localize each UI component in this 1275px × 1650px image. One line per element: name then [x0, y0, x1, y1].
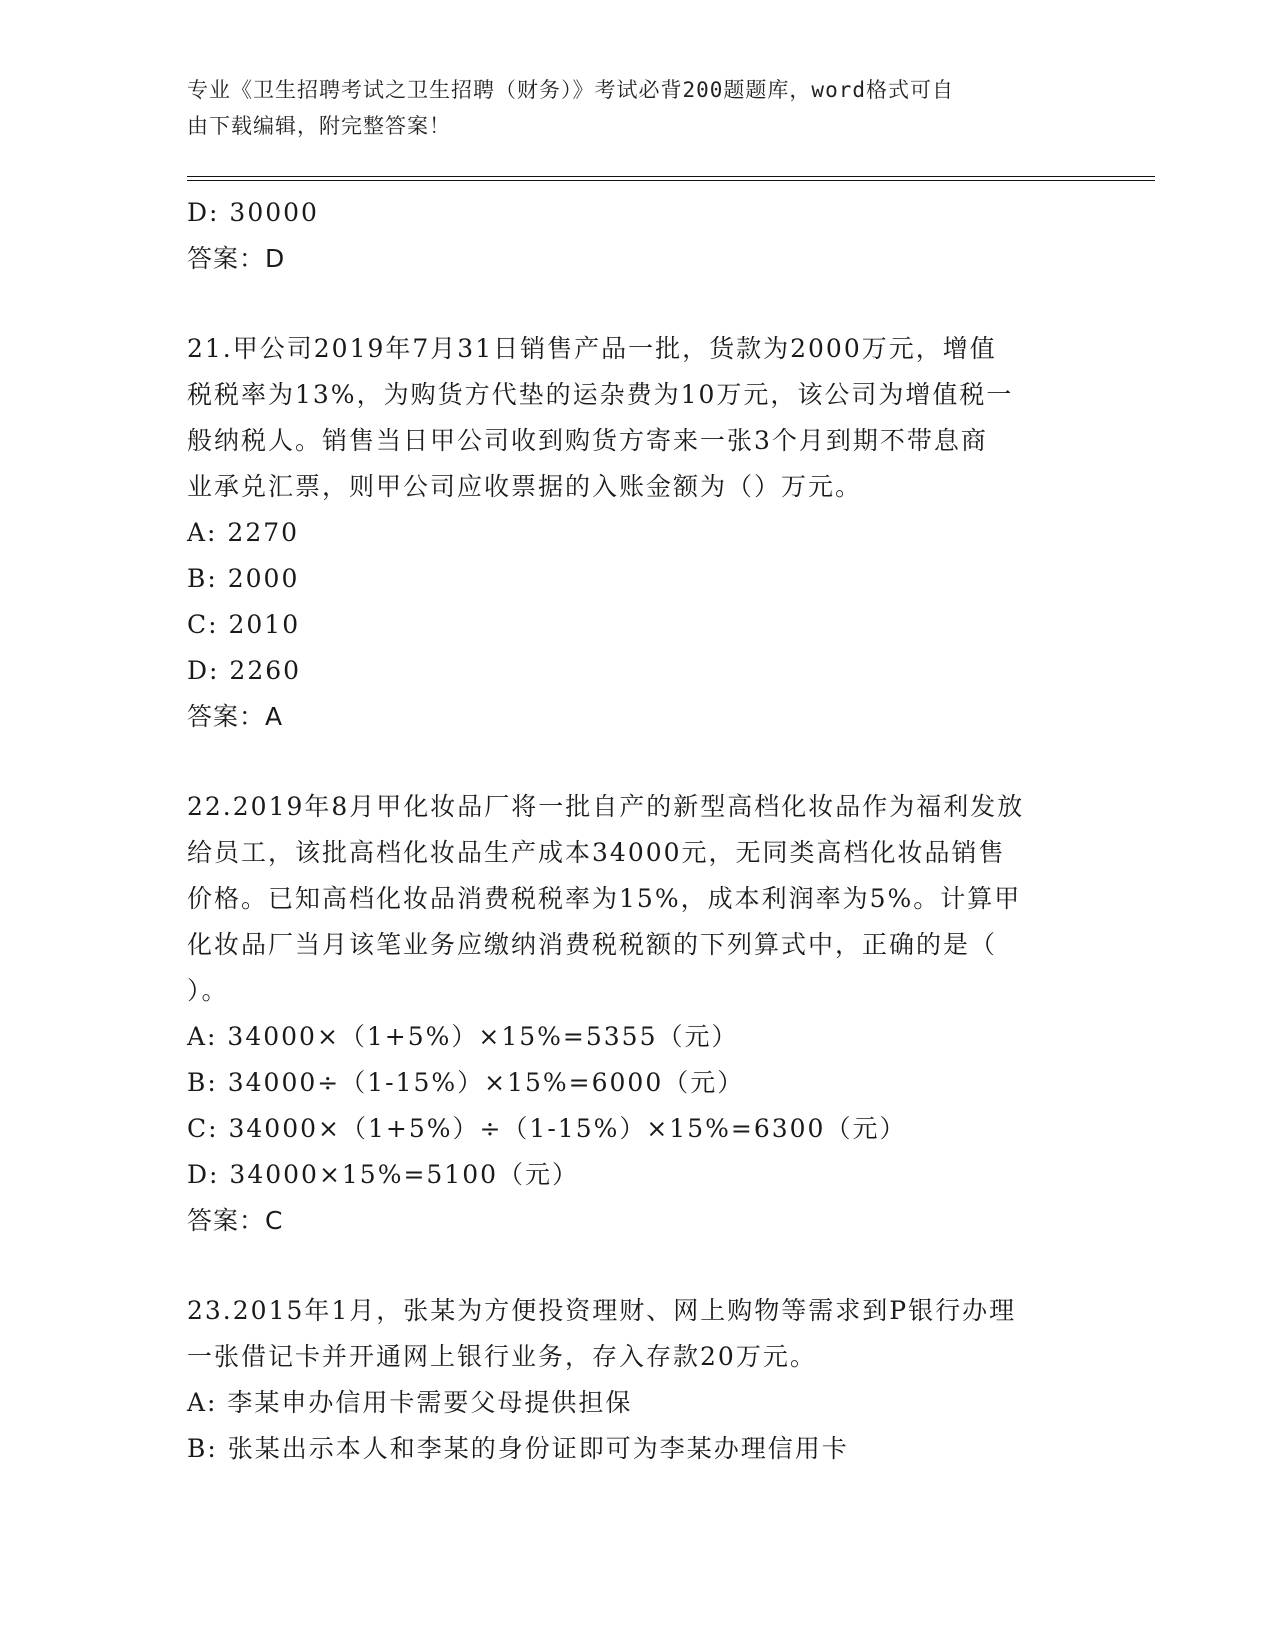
- option-c: C: 34000×（1+5%）÷（1-15%）×15%=6300（元）: [187, 1114, 907, 1143]
- option-b: B: 2000: [187, 564, 300, 593]
- answer-line: 答案：A: [187, 702, 284, 731]
- question-text-line: ）。: [187, 976, 229, 1005]
- question-21: [187, 326, 1087, 740]
- option-d: D: 34000×15%=5100（元）: [187, 1160, 580, 1189]
- question-text-line: 一张借记卡并开通网上银行业务，存入存款20万元。: [187, 1342, 817, 1371]
- document-body: [187, 190, 1087, 1472]
- question-text-line: 化妆品厂当月该笔业务应缴纳消费税税额的下列算式中，正确的是（: [187, 930, 998, 959]
- question-text-line: 税税率为13%，为购货方代垫的运杂费为10万元，该公司为增值税一: [187, 380, 1014, 409]
- option-c: C: 2010: [187, 610, 301, 639]
- question-text-line: 22.2019年8月甲化妆品厂将一批自产的新型高档化妆品作为福利发放: [187, 792, 1025, 821]
- question-23: [187, 1288, 1087, 1472]
- header-rule-bottom: [187, 180, 1155, 181]
- question-text-line: 价格。已知高档化妆品消费税税率为15%，成本利润率为5%。计算甲: [187, 884, 1022, 913]
- option-b: B: 张某出示本人和李某的身份证即可为李某办理信用卡: [187, 1434, 849, 1463]
- question-22: [187, 784, 1087, 1244]
- question-text-line: 业承兑汇票，则甲公司应收票据的入账金额为（）万元。: [187, 472, 863, 501]
- question-text-line: 23.2015年1月，张某为方便投资理财、网上购物等需求到P银行办理: [187, 1296, 1017, 1325]
- answer-line: 答案：C: [187, 1206, 284, 1235]
- header-line-2: 由下载编辑，附完整答案！: [187, 114, 451, 138]
- option-d: D: 2260: [187, 656, 302, 685]
- question-text-line: 21.甲公司2019年7月31日销售产品一批，货款为2000万元，增值: [187, 334, 997, 363]
- question-text-line: 给员工，该批高档化妆品生产成本34000元，无同类高档化妆品销售: [187, 838, 1006, 867]
- question-text-line: 般纳税人。销售当日甲公司收到购货方寄来一张3个月到期不带息商: [187, 426, 988, 455]
- option-a: A: 李某申办信用卡需要父母提供担保: [187, 1388, 633, 1417]
- option-b: B: 34000÷（1-15%）×15%=6000（元）: [187, 1068, 745, 1097]
- option-a: A: 2270: [187, 518, 300, 547]
- option-a: A: 34000×（1+5%）×15%=5355（元）: [187, 1022, 739, 1051]
- answer-line: 答案：D: [187, 244, 286, 273]
- question-20-tail: [187, 190, 1087, 282]
- document-header: [187, 72, 1067, 144]
- header-rule-top: [187, 176, 1155, 177]
- option-d: D: 30000: [187, 198, 319, 227]
- header-line-1: 专业《卫生招聘考试之卫生招聘（财务）》考试必背200题题库，word格式可自: [187, 78, 954, 102]
